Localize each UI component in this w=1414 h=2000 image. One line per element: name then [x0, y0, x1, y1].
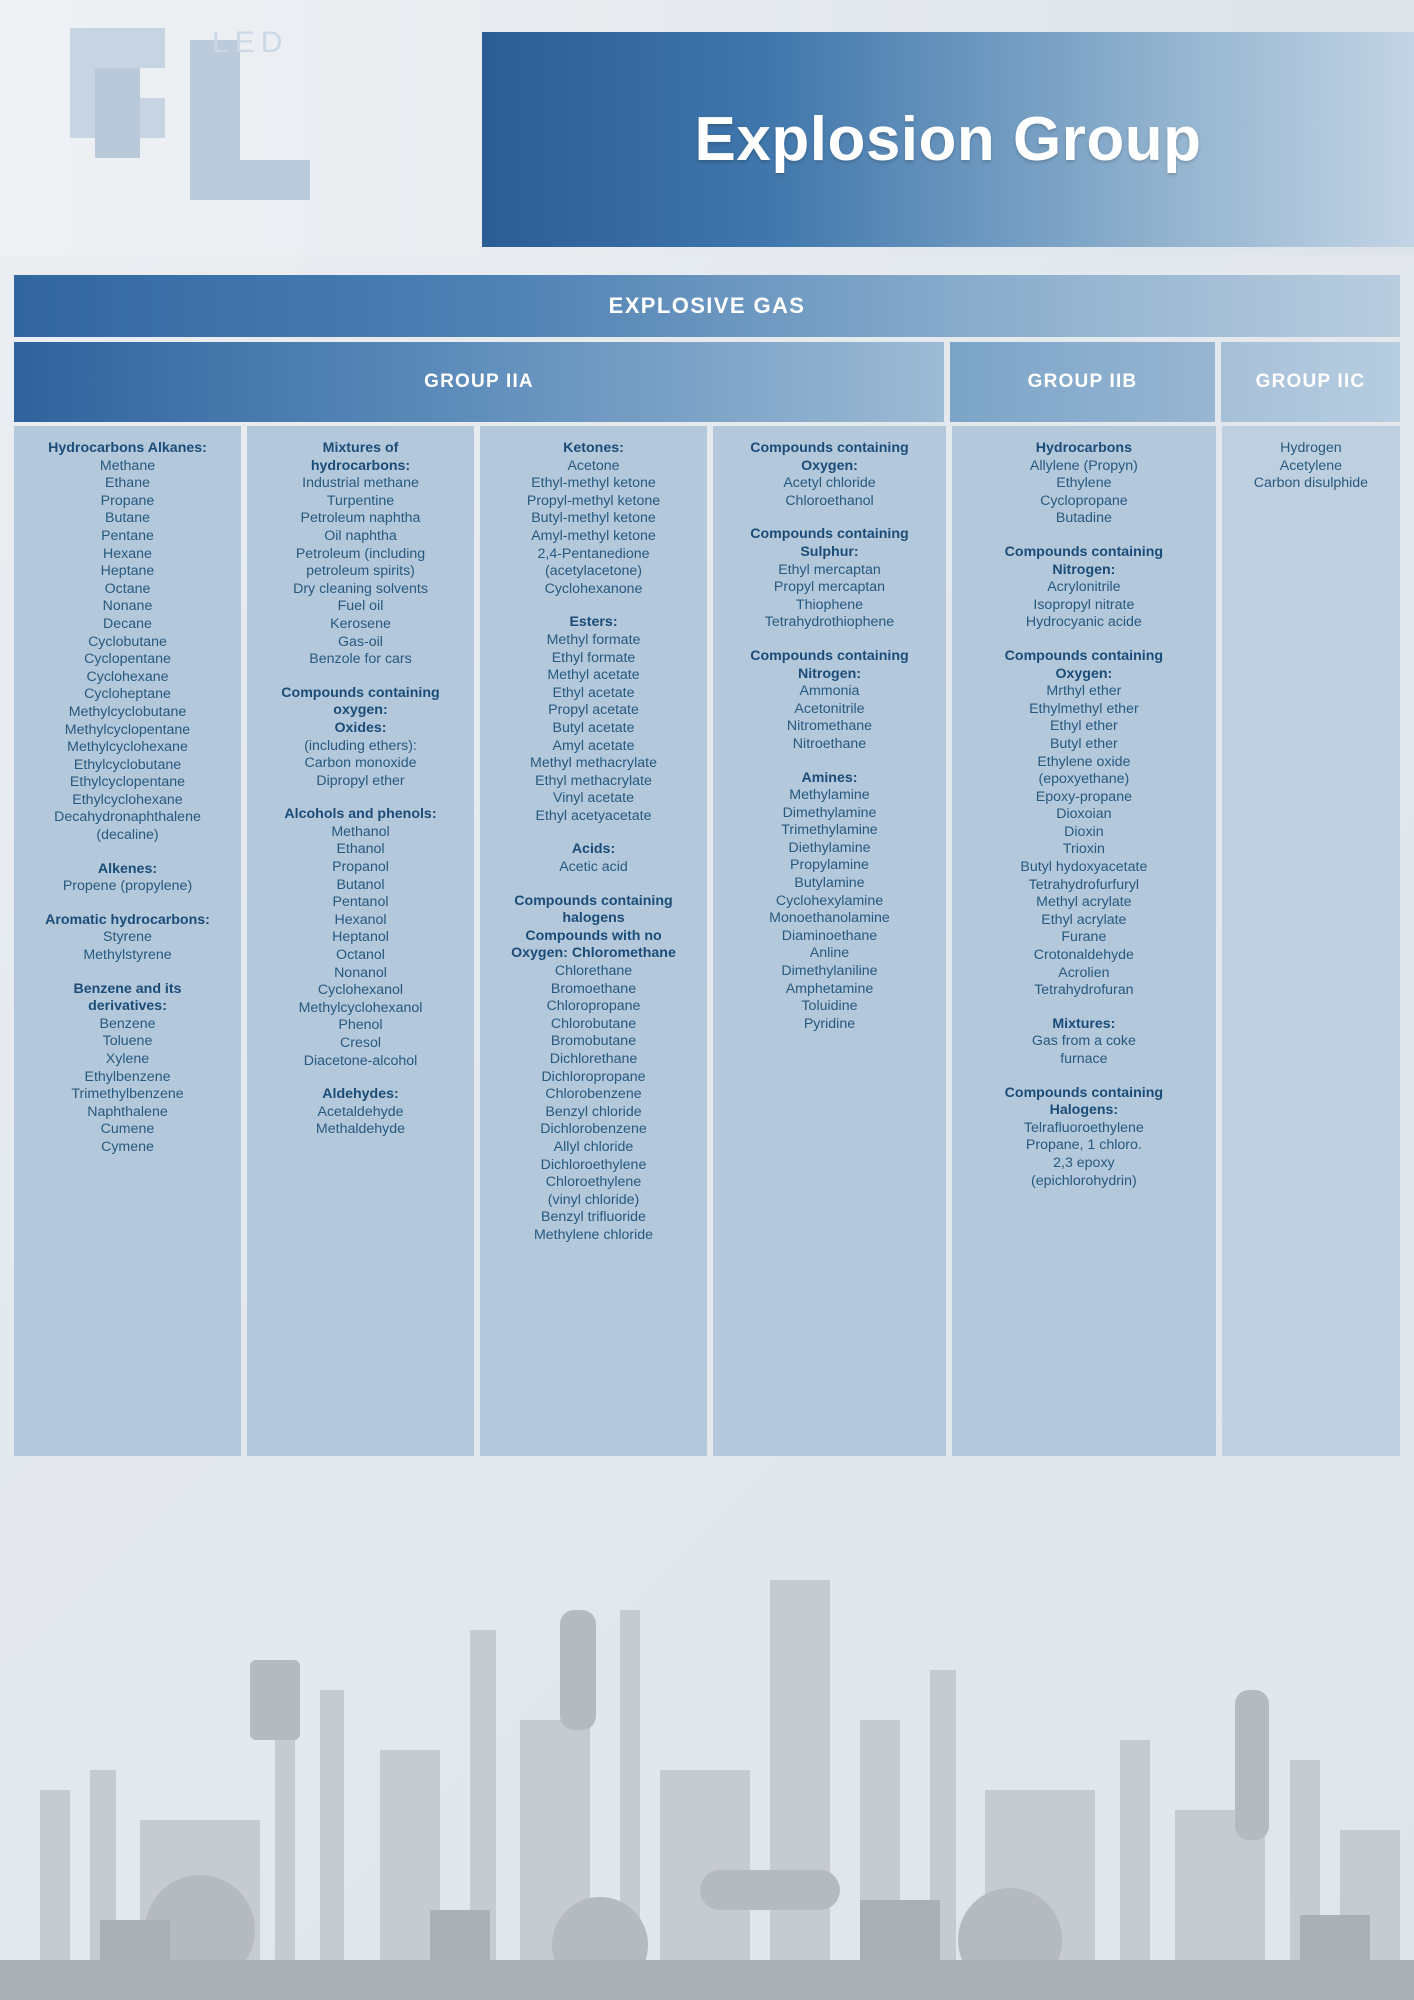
substance-item: Chlorethane — [554, 963, 633, 980]
substance-item: (epichlorohydrin) — [1031, 1172, 1137, 1189]
substance-item: (epoxyethane) — [1038, 771, 1130, 788]
substance-item: Butyl hydoxyacetate — [1020, 859, 1148, 876]
substance-item: Chloropropane — [546, 998, 641, 1015]
group-title: Compounds containing — [1004, 647, 1164, 664]
substance-item: Acetic acid — [559, 859, 628, 876]
substance-item: Diacetone-alcohol — [303, 1052, 418, 1069]
substance-item: Naphthalene — [87, 1103, 168, 1120]
substance-item: Methyl methacrylate — [530, 755, 657, 772]
substance-item: Furane — [1061, 929, 1107, 946]
substance-item: Propyl mercaptan — [773, 579, 886, 596]
substance-item: Benzyl chloride — [545, 1103, 642, 1120]
substance-group — [960, 440, 1208, 528]
substance-item: Pyridine — [803, 1015, 856, 1032]
substance-item: Acrolien — [1058, 964, 1110, 981]
substance-item: Hexane — [103, 545, 152, 562]
substance-item: Telrafluoroethylene — [1023, 1119, 1144, 1136]
substance-item: Pentanol — [332, 894, 389, 911]
group-title: Oxygen: Chloromethane — [511, 945, 676, 962]
substance-group — [960, 544, 1208, 632]
substance-item: Acetone — [567, 457, 620, 474]
substance-group — [255, 440, 466, 669]
substance-group — [960, 648, 1208, 1000]
substance-item: Amphetamine — [785, 980, 874, 997]
group-title: Oxides: — [334, 719, 387, 736]
group-title: Oxygen: — [1055, 665, 1113, 682]
substance-item: Dichlorobenzene — [540, 1121, 647, 1138]
group-title: Alkenes: — [97, 860, 158, 877]
substance-group — [488, 893, 699, 1245]
substance-item: Cyclopentane — [84, 651, 171, 668]
substance-item: Cyclohexylamine — [775, 892, 884, 909]
sl-led-logo — [40, 10, 340, 230]
substance-item: Butyl-methyl ketone — [531, 510, 656, 527]
substance-group — [255, 806, 466, 1070]
substance-group — [488, 614, 699, 825]
svg-text:LED: LED — [212, 26, 289, 59]
substance-item: Nonanol — [334, 964, 387, 981]
substance-item: Xylene — [105, 1051, 150, 1067]
substance-item: Butane — [105, 510, 150, 527]
group-columns — [14, 426, 1400, 1456]
substance-item: Cymene — [101, 1138, 154, 1155]
group-header-iia: GROUP IIA — [14, 342, 944, 422]
group-title: Amines: — [801, 769, 858, 786]
substance-item: Cresol — [340, 1035, 381, 1051]
group-title: Mixtures of — [322, 440, 399, 456]
substance-item: Ethyl mercaptan — [778, 561, 881, 578]
group-title: Halogens: — [1049, 1102, 1119, 1119]
substance-item: Ethylcyclobutane — [73, 756, 182, 773]
substance-group — [255, 1086, 466, 1139]
substance-item: Nitroethane — [792, 735, 867, 752]
substance-item: Chloroethanol — [785, 492, 874, 509]
group-title: Aromatic hydrocarbons: — [45, 911, 210, 928]
substance-group — [721, 770, 938, 1034]
substance-item: (decaline) — [96, 827, 159, 844]
substance-item: Anline — [809, 945, 850, 962]
column-iia-1 — [14, 426, 241, 1456]
substance-item: Ethanol — [336, 841, 385, 858]
substance-item: Allyl chloride — [553, 1138, 634, 1155]
substance-item: Methylcyclohexanol — [298, 999, 423, 1016]
column-iia-2 — [247, 426, 474, 1456]
substance-item: Methylcyclohexane — [67, 739, 188, 756]
substance-item: Ethylcyclopentane — [69, 774, 186, 791]
substance-group — [255, 685, 466, 791]
substance-group — [22, 440, 233, 845]
substance-item: Methylcyclopentane — [64, 721, 191, 738]
substance-item: Bromoethane — [550, 980, 637, 997]
group-title: Compounds containing — [750, 526, 909, 543]
column-iia-3 — [480, 426, 707, 1456]
substance-item: Diaminoethane — [781, 927, 878, 944]
substance-group — [721, 526, 938, 632]
substance-item: Ethyl ether — [1049, 718, 1118, 735]
substance-item: Octanol — [336, 947, 385, 964]
substance-item: Decahydronaphthalene — [54, 809, 201, 826]
group-header-row — [14, 342, 1400, 422]
substance-item: Methanol — [331, 823, 390, 840]
substance-item: Dimethylaniline — [781, 963, 878, 980]
substance-item: Octane — [104, 580, 151, 597]
substance-item: Cyclohexanol — [317, 982, 404, 999]
group-title: Esters: — [569, 614, 618, 631]
explosion-group-table — [14, 275, 1400, 1456]
substance-item: Chlorobenzene — [545, 1086, 642, 1103]
substance-item: Ethane — [105, 475, 150, 492]
substance-item: Amyl-methyl ketone — [531, 527, 656, 544]
industrial-skyline-illustration — [0, 1490, 1414, 2000]
substance-item: Propylamine — [790, 857, 869, 874]
substance-item: Dichlorethane — [549, 1051, 638, 1067]
substance-item: Benzole for cars — [309, 651, 412, 668]
substance-item: Acetylene — [1279, 457, 1343, 474]
substance-item: Ethyl acrylate — [1041, 911, 1127, 928]
substance-item: Methane — [99, 457, 156, 474]
substance-item: Cyclohexanone — [544, 580, 643, 597]
group-title: Aldehydes: — [322, 1086, 399, 1103]
group-header-iic: GROUP IIC — [1221, 342, 1400, 422]
group-title: Ketones: — [563, 440, 624, 456]
explosive-gas-band: EXPLOSIVE GAS — [14, 275, 1400, 337]
substance-item: (including ethers): — [304, 737, 417, 754]
substance-item: furnace — [1060, 1051, 1108, 1067]
substance-item: Cyclobutane — [88, 633, 167, 650]
substance-group — [960, 1085, 1208, 1191]
substance-item: Ethylene — [1056, 475, 1112, 492]
group-title: Oxygen: — [801, 457, 858, 474]
group-title: Nitrogen: — [797, 665, 862, 682]
substance-item: Methyl formate — [546, 631, 641, 648]
substance-item: Tetrahydrothiophene — [764, 614, 895, 631]
title-bar — [482, 32, 1414, 247]
substance-item: Methylene chloride — [533, 1226, 654, 1243]
substance-item: Acetonitrile — [794, 700, 865, 717]
substance-item: Ethyl-methyl ketone — [531, 475, 656, 492]
substance-group — [721, 440, 938, 510]
substance-item: Hydrogen — [1280, 440, 1342, 456]
substance-item: Butanol — [336, 876, 385, 893]
substance-item: Chloroethylene — [545, 1174, 642, 1191]
group-title: Compounds containing — [514, 892, 673, 909]
substance-item: Diethylamine — [788, 839, 871, 856]
substance-item: Methylcyclobutane — [68, 703, 187, 720]
substance-item: 2,3 epoxy — [1053, 1154, 1115, 1171]
substance-item: Methylamine — [789, 787, 870, 804]
substance-item: Nitromethane — [786, 718, 873, 735]
substance-item: Acrylonitrile — [1047, 579, 1121, 596]
substance-group — [721, 648, 938, 754]
substance-item: Industrial methane — [302, 475, 419, 492]
substance-group — [960, 1016, 1208, 1069]
group-header-iib: GROUP IIB — [950, 342, 1215, 422]
substance-item: Dioxin — [1064, 823, 1104, 840]
substance-group — [1230, 440, 1392, 493]
substance-item: Allylene (Propyn) — [1029, 457, 1138, 474]
substance-item: Pentane — [101, 527, 154, 544]
substance-item: Toluene — [102, 1033, 153, 1050]
substance-item: Butadine — [1055, 510, 1112, 527]
group-title: Sulphur: — [800, 543, 859, 560]
substance-item: Cycloheptane — [84, 686, 171, 703]
substance-item: Tetrahydrofuran — [1034, 982, 1134, 999]
substance-item: Petroleum (including — [295, 545, 426, 562]
substance-item: Trimethylbenzene — [71, 1086, 184, 1103]
substance-item: Propanol — [332, 859, 389, 876]
substance-item: Benzene — [99, 1015, 156, 1032]
substance-group — [22, 861, 233, 896]
substance-item: Acetyl chloride — [783, 475, 876, 492]
group-title: Compounds containing — [1004, 1084, 1164, 1101]
group-title: Compounds containing — [750, 647, 909, 664]
substance-item: Ethyl acetate — [552, 684, 635, 701]
substance-item: Bromobutane — [550, 1033, 637, 1050]
substance-item: Hydrocyanic acide — [1025, 614, 1142, 631]
substance-group — [488, 841, 699, 876]
substance-item: Heptane — [100, 563, 155, 580]
group-title: Hydrocarbons Alkanes: — [48, 440, 207, 456]
substance-item: Methaldehyde — [315, 1121, 406, 1138]
substance-group — [22, 981, 233, 1157]
group-title: Hydrocarbons — [1035, 440, 1132, 456]
substance-item: (acetylacetone) — [545, 563, 642, 580]
substance-item: Propyl acetate — [548, 702, 639, 719]
substance-item: Monoethanolamine — [769, 910, 890, 927]
substance-group — [488, 440, 699, 598]
substance-group — [22, 912, 233, 965]
group-title: Compounds containing — [281, 684, 440, 701]
substance-item: Amyl acetate — [552, 737, 635, 754]
substance-item: Hexanol — [334, 911, 387, 928]
group-title: oxygen: — [333, 702, 388, 719]
substance-item: Fuel oil — [337, 598, 384, 615]
substance-item: Heptanol — [332, 929, 389, 946]
substance-item: Chlorobutane — [550, 1015, 637, 1032]
substance-item: Butylamine — [794, 875, 865, 892]
substance-item: 2,4-Pentanedione — [537, 545, 650, 562]
substance-item: Cyclohexane — [86, 668, 169, 685]
substance-item: Trioxin — [1062, 841, 1105, 858]
column-iia-4 — [713, 426, 946, 1456]
substance-item: Vinyl acetate — [553, 790, 634, 807]
substance-item: (vinyl chloride) — [547, 1191, 640, 1208]
substance-item: petroleum spirits) — [306, 563, 415, 580]
substance-item: Styrene — [103, 929, 152, 946]
substance-item: Butyl ether — [1049, 735, 1118, 752]
substance-item: Nonane — [102, 598, 153, 615]
substance-item: Thiophene — [795, 596, 864, 613]
substance-item: Benzyl trifluoride — [541, 1209, 646, 1226]
substance-item: Dioxoian — [1056, 806, 1112, 823]
group-title: hydrocarbons: — [310, 457, 411, 474]
substance-item: Dichloroethylene — [540, 1156, 647, 1173]
substance-item: Crotonaldehyde — [1033, 947, 1134, 964]
group-title: Compounds containing — [1004, 543, 1164, 560]
group-title: derivatives: — [88, 998, 167, 1015]
substance-item: Petroleum naphtha — [300, 510, 421, 527]
column-iic — [1222, 426, 1400, 1456]
substance-item: Toluidine — [801, 998, 858, 1015]
substance-item: Trimethylamine — [781, 822, 878, 839]
substance-item: Carbon disulphide — [1253, 475, 1369, 492]
substance-item: Ethyl methacrylate — [535, 772, 652, 789]
substance-item: Carbon monoxide — [304, 755, 417, 772]
substance-item: Cyclopropane — [1040, 492, 1128, 509]
substance-item: Acetaldehyde — [317, 1103, 404, 1120]
substance-item: Dimethylamine — [782, 804, 877, 821]
substance-item: Methyl acrylate — [1036, 894, 1132, 911]
substance-item: Propyl-methyl ketone — [526, 492, 661, 509]
substance-item: Ethyl acetyacetate — [535, 807, 652, 824]
substance-item: Propane, 1 chloro. — [1025, 1137, 1142, 1154]
group-title: halogens — [562, 910, 625, 927]
substance-item: Ammonia — [799, 683, 860, 700]
substance-item: Epoxy-propane — [1035, 788, 1132, 805]
group-title: Benzene and its — [73, 980, 182, 997]
substance-item: Tetrahydrofurfuryl — [1028, 876, 1140, 893]
substance-item: Oil naphtha — [324, 527, 397, 544]
substance-item: Dry cleaning solvents — [293, 580, 428, 597]
substance-item: Decane — [103, 615, 152, 632]
substance-item: Ethylcyclohexane — [72, 791, 183, 808]
substance-item: Methylstyrene — [83, 947, 172, 964]
substance-item: Ethyl formate — [551, 649, 636, 666]
substance-item: Ethylene oxide — [1037, 753, 1131, 770]
substance-item: Gas from a coke — [1031, 1033, 1136, 1050]
group-title: Compounds containing — [750, 440, 909, 456]
substance-item: Gas-oil — [338, 633, 383, 650]
substance-item: Isopropyl nitrate — [1033, 596, 1135, 613]
substance-item: Ethylmethyl ether — [1029, 700, 1139, 717]
page-title: Explosion Group — [694, 105, 1202, 174]
group-title: Alcohols and phenols: — [284, 806, 437, 823]
substance-item: Propane — [100, 492, 155, 509]
column-iib — [952, 426, 1216, 1456]
substance-item: Cumene — [100, 1121, 155, 1138]
header-band — [0, 0, 1414, 255]
substance-item: Butyl acetate — [552, 719, 635, 736]
substance-item: Kerosene — [330, 615, 391, 632]
substance-item: Mrthyl ether — [1046, 683, 1122, 700]
substance-item: Dipropyl ether — [316, 772, 405, 789]
group-title: Nitrogen: — [1052, 561, 1116, 578]
group-title: Acids: — [571, 841, 616, 858]
substance-item: Propene (propylene) — [62, 878, 193, 895]
substance-item: Phenol — [338, 1017, 383, 1034]
substance-item: Turpentine — [326, 492, 395, 509]
substance-item: Ethylbenzene — [84, 1068, 171, 1085]
substance-item: Dichloropropane — [541, 1068, 646, 1085]
group-title: Mixtures: — [1052, 1015, 1116, 1032]
group-title: Compounds with no — [525, 927, 662, 944]
substance-item: Methyl acetate — [547, 667, 640, 684]
